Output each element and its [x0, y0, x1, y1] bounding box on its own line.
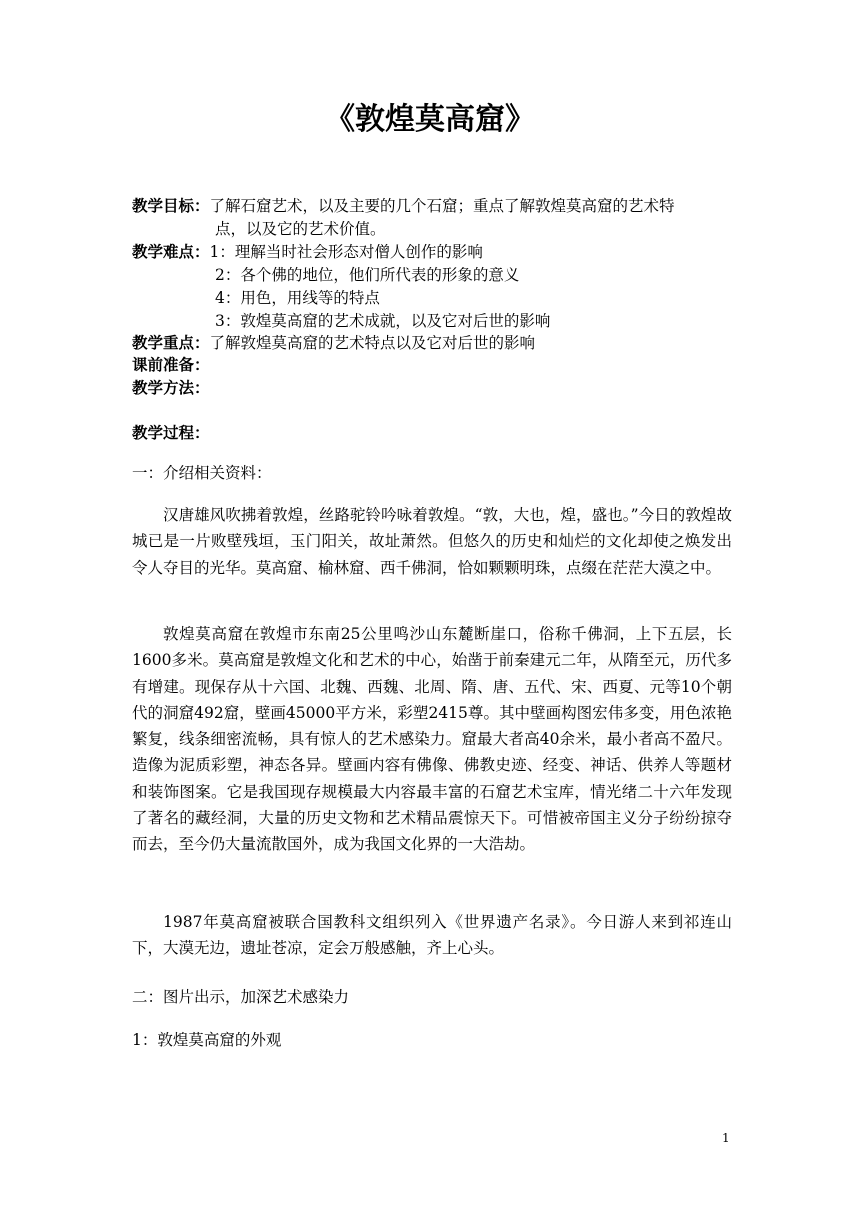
objectives-row — [132, 194, 675, 218]
keypoints-row — [132, 331, 535, 355]
keypoints-text: 了解敦煌莫高窟的艺术特点以及它对后世的影响 — [209, 334, 536, 352]
preparation-label: 课前准备： — [132, 356, 210, 374]
objectives-label: 教学目标： — [132, 197, 210, 215]
paragraph: 汉唐雄风吹拂着敦煌，丝路驼铃吟咏着敦煌。“敦，大也，煌，盛也。”今日的敦煌故城已是一片败壁残垣，玉门阳关，故址萧然。但悠久的历史和灿烂的文化却使之焕发出令人夺目的光华。莫高窟、榆林窟、西千佛洞，恰如颗颗明珠，点缀在茫茫大漠之中。 — [132, 506, 732, 577]
difficulty-item: 1：理解当时社会形态对僧人创作的影响 — [209, 243, 483, 261]
process-label: 教学过程： — [132, 424, 210, 442]
difficulties-label: 教学难点： — [132, 243, 210, 261]
page-number: 1 — [722, 1131, 730, 1145]
difficulties-row — [132, 240, 483, 264]
keypoints-label: 教学重点： — [132, 334, 210, 352]
objectives-line-1: 了解石窟艺术，以及主要的几个石窟；重点了解敦煌莫高窟的艺术特 — [209, 197, 675, 215]
process-row — [132, 421, 210, 445]
difficulty-item: 2：各个佛的地位，他们所代表的形象的意义 — [215, 266, 520, 284]
section-heading-1: 一：介绍相关资料： — [132, 464, 272, 482]
paragraph: 敦煌莫高窟在敦煌市东南25公里鸣沙山东麓断崖口，俗称千佛洞，上下五层，长1600多米。莫高窟是敦煌文化和艺术的中心，始凿于前秦建元二年，从隋至元，历代多有增建。现保存从十六国、北魏、西魏、北周、隋、唐、五代、宋、西夏、元等10个朝代的洞窟492窟，壁画45000平方米，彩塑2415尊。其中壁画构图宏伟多变，用色浓艳繁复，线条细密流畅，具有惊人的艺术感染力。窟最大者高40余米，最小者高不盈尺。造像为泥质彩塑，神态各异。壁画内容有佛像、佛教史迹、经变、神话、供养人等题材和装饰图案。它是我国现存规模最大内容最丰富的石窟艺术宝库，情光绪二十六年发现了著名的藏经洞，大量的历史文物和艺术精品震惊天下。可惜被帝国主义分子纷纷掠夺而去，至今仍大量流散国外，成为我国文化界的一大浩劫。 — [132, 625, 732, 854]
preparation-row — [132, 353, 210, 377]
document-title: 《敦煌莫高窟》 — [325, 102, 535, 137]
subsection-heading: 1：敦煌莫高窟的外观 — [132, 1031, 282, 1049]
paragraph: 1987年莫高窟被联合国教科文组织列入《世界遗产名录》。今日游人来到祁连山下，大漠无边，遗址苍凉，定会万般感触，齐上心头。 — [132, 913, 732, 958]
difficulty-item: 3：敦煌莫高窟的艺术成就，以及它对后世的影响 — [215, 312, 551, 330]
objectives-line-2: 点，以及它的艺术价值。 — [215, 220, 386, 238]
methods-label: 教学方法： — [132, 379, 210, 397]
section-heading-2: 二：图片出示，加深艺术感染力 — [132, 988, 350, 1006]
difficulty-item: 4：用色，用线等的特点 — [215, 289, 380, 307]
methods-row — [132, 376, 210, 400]
